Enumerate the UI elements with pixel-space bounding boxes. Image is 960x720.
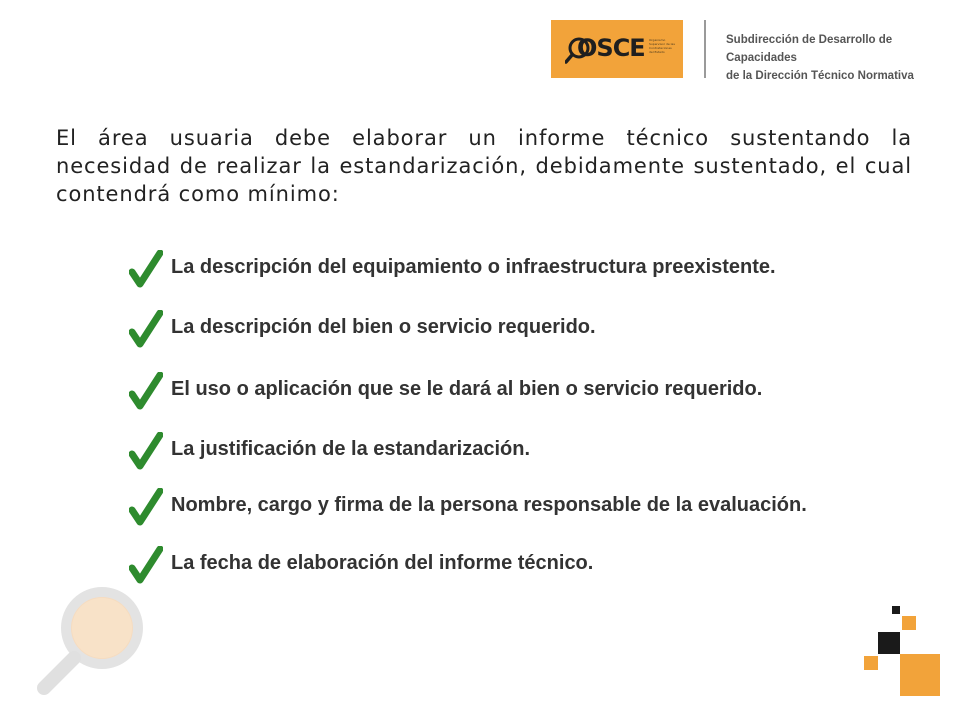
requirements-checklist <box>125 248 925 596</box>
checklist-item <box>125 370 925 428</box>
checklist-item <box>125 308 925 366</box>
header-divider <box>704 20 706 78</box>
check-icon <box>129 432 163 470</box>
checklist-item-text: La justificación de la estandarización. <box>171 438 530 460</box>
check-icon <box>129 372 163 410</box>
logo-wordmark: OSCE <box>577 34 645 62</box>
check-icon <box>129 250 163 288</box>
check-icon <box>129 310 163 348</box>
checklist-item <box>125 486 925 544</box>
header-subtitle <box>726 31 956 85</box>
subtitle-line-2: de la Dirección Técnico Normativa <box>726 70 914 82</box>
osce-logo <box>551 20 683 78</box>
checklist-item-text: La fecha de elaboración del informe técnico. <box>171 552 594 574</box>
subtitle-line-1: Subdirección de Desarrollo de Capacidades <box>726 34 893 64</box>
check-icon <box>129 546 163 584</box>
decorative-squares <box>860 604 950 700</box>
checklist-item-text: La descripción del bien o servicio requerido. <box>171 316 596 338</box>
checklist-item <box>125 248 925 306</box>
checklist-item <box>125 430 925 488</box>
checklist-item <box>125 544 925 602</box>
checklist-item-text: La descripción del equipamiento o infraestructura preexistente. <box>171 256 776 278</box>
checklist-item-text: Nombre, cargo y firma de la persona responsable de la evaluación. <box>171 494 807 516</box>
check-icon <box>129 488 163 526</box>
intro-paragraph: El área usuaria debe elaborar un informe técnico sustentando la necesidad de realizar la estandarización, debidamente sustentado, el cual contendrá como mínimo: <box>56 126 912 206</box>
logo-tagline: Organismo Supervisor de las Contrataciones del Estado <box>649 38 675 54</box>
magnifier-icon <box>34 580 154 700</box>
checklist-item-text: El uso o aplicación que se le dará al bien o servicio requerido. <box>171 378 763 400</box>
